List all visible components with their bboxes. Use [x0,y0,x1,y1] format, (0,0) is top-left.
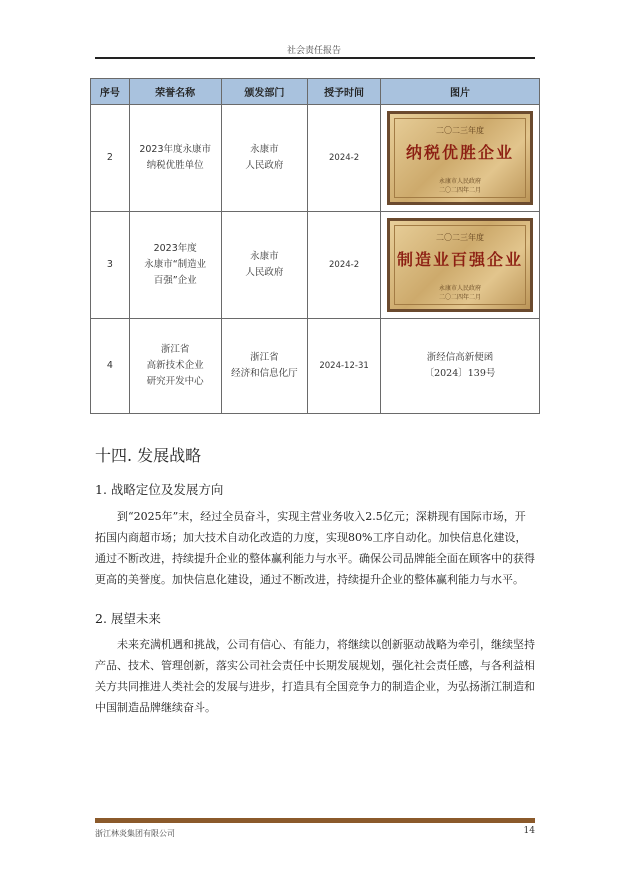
plaque-issuer [390,284,530,302]
plaque-issuer-line: 永康市人民政府 [438,178,481,185]
report-header-title: 社会责任报告 [286,46,341,56]
plaque-title: 纳税优胜企业 [405,143,514,162]
honor-name-line: 百强”企业 [153,275,197,286]
section-title: 十四. 发展战略 [95,446,202,465]
dept-line: 人民政府 [245,267,284,278]
row-date: 2024-2 [308,212,381,319]
honor-name-line: 高新技术企业 [146,360,204,371]
header-rule [95,57,535,59]
row-dept [221,319,308,414]
table-row [91,212,540,319]
dept-line: 永康市 [250,144,279,155]
award-plaque-image [387,111,533,205]
plaque-issuer [390,177,530,195]
doc-ref-line: 〔2024〕139号 [424,368,496,379]
row-date: 2024-2 [308,105,381,212]
subsection-title-strategy: 1. 战略定位及发展方向 [95,482,224,497]
row-honor-name [129,319,221,414]
plaque-issuer-line: 二〇二四年二月 [438,187,481,194]
honor-name-line: 2023年度 [153,243,197,254]
col-header-dept: 颁发部门 [221,79,308,105]
row-no: 3 [91,212,130,319]
row-document-reference [380,319,539,414]
honor-name-line: 浙江省 [160,344,190,355]
row-dept [221,105,308,212]
footer-rule [95,818,535,823]
row-no: 2 [91,105,130,212]
dept-line: 经济和信息化厅 [231,368,298,379]
col-header-name: 荣誉名称 [129,79,221,105]
col-header-no: 序号 [91,79,130,105]
dept-line: 人民政府 [245,160,284,171]
dept-line: 永康市 [250,251,279,262]
row-no: 4 [91,319,130,414]
table-header-row [91,79,540,105]
row-dept [221,212,308,319]
honor-name-line: 永康市“制造业 [144,259,207,270]
col-header-image: 图片 [380,79,539,105]
subsection-title-outlook: 2. 展望未来 [95,611,161,626]
row-image [380,105,539,212]
plaque-year: 二〇二三年度 [435,126,484,135]
dept-line: 浙江省 [250,352,279,363]
row-honor-name [129,212,221,319]
honor-name-line: 研究开发中心 [146,376,204,387]
row-honor-name [129,105,221,212]
doc-ref-line: 浙经信高新便函 [426,352,494,363]
plaque-issuer-line: 二〇二四年二月 [438,294,481,301]
plaque-issuer-line: 永康市人民政府 [438,285,481,292]
row-image [380,212,539,319]
honors-table [90,78,540,414]
honor-name-line: 2023年度永康市 [139,144,212,155]
strategy-paragraph: 到“2025年”末，经过全员奋斗，实现主营业务收入2.5亿元；深耕现有国际市场，开拓国内商超市场；加大技术自动化改造的力度，实现80%工序自动化。加快信息化建设，通过不断改进，持续提升企业的整体赢利能力与水平。确保公司品牌能全面在顾客中的获得更高的美誉度。加快信息化建设，通过不断改进，持续提升企业的整体赢利能力与水平。 [95,510,535,586]
award-plaque-image [387,218,533,312]
page-number: 14 [523,826,535,836]
honor-name-line: 纳税优胜单位 [146,160,204,171]
outlook-paragraph: 未来充满机遇和挑战，公司有信心、有能力，将继续以创新驱动战略为牵引，继续坚持产品、技术、管理创新，落实公司社会责任中长期发展规划，强化社会责任感，与各利益相关方共同推进人类社会的发展与进步，打造具有全国竞争力的制造企业，为弘扬浙江制造和中国制造品牌继续奋斗。 [95,638,535,714]
plaque-title: 制造业百强企业 [396,250,523,269]
table-row [91,105,540,212]
row-date: 2024-12-31 [308,319,381,414]
plaque-year: 二〇二三年度 [435,233,484,242]
table-row [91,319,540,414]
col-header-date: 授予时间 [308,79,381,105]
footer-company-name: 浙江林炎集团有限公司 [95,829,175,838]
